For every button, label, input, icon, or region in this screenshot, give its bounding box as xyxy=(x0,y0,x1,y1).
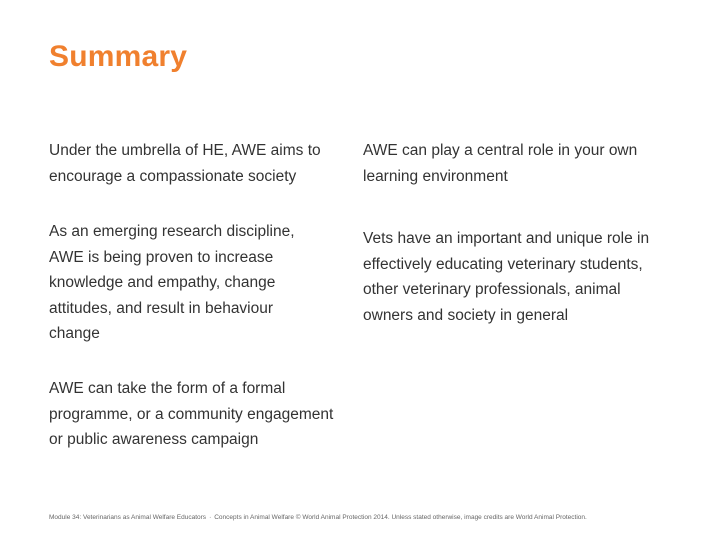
summary-point-research: As an emerging research discipline, AWE is being proven to increase knowledge and empathy, change attitudes, and result in behaviour change xyxy=(49,223,295,342)
summary-point-central-role: AWE can play a central role in your own learning environment xyxy=(363,142,638,185)
slide-title: Summary xyxy=(49,40,188,73)
footer-module: Module 34: Veterinarians as Animal Welfare Educators xyxy=(49,514,207,521)
summary-point-vets-role: Vets have an important and unique role in effectively educating veterinary students, other veterinary professionals, animal owners and society in general xyxy=(363,230,650,324)
summary-point-umbrella: Under the umbrella of HE, AWE aims to encourage a compassionate society xyxy=(49,142,321,185)
slide-footer: Module 34: Veterinarians as Animal Welfare Educators · Concepts in Animal Welfare © World Animal Protection 2014. Unless stated otherwise, image credits are World Animal Protection. xyxy=(49,514,587,521)
footer-course: Concepts in Animal Welfare © World Animal Protection 2014. Unless stated otherwise, image credits are World Animal Protection. xyxy=(214,514,587,521)
summary-point-form: AWE can take the form of a formal programme, or a community engagement or public awareness campaign xyxy=(49,380,334,448)
